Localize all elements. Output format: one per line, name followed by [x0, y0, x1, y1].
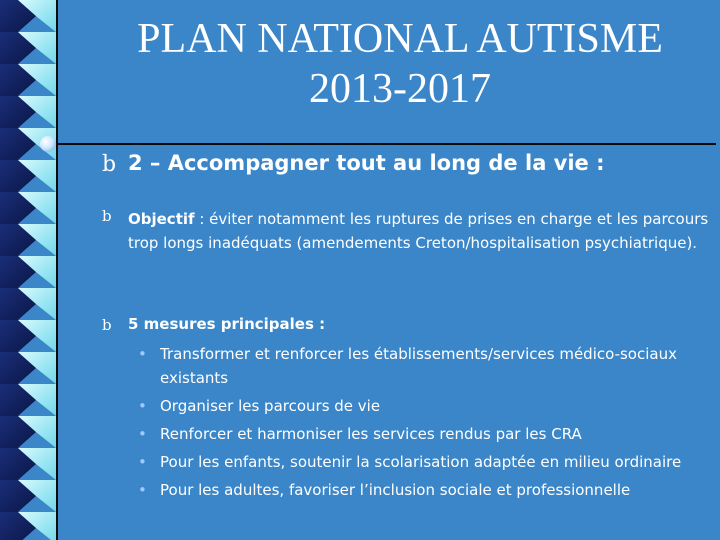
bullet-dot-icon: •	[138, 425, 147, 443]
bullet-dot-icon: •	[138, 397, 147, 415]
list-item: • Organiser les parcours de vie	[138, 394, 708, 418]
bullet-dot-icon: •	[138, 345, 147, 363]
objective-label: Objectif	[128, 210, 195, 228]
list-item: • Pour les adultes, favoriser l’inclusion sociale et professionnelle	[138, 478, 708, 502]
list-item: • Transformer et renforcer les établissements/services médico-sociaux existants	[138, 342, 708, 390]
objective-text	[128, 207, 713, 255]
bullet-dot-icon: •	[138, 481, 147, 499]
measures-list	[138, 342, 708, 506]
bullet-dot-icon: •	[138, 453, 147, 471]
bullet-icon: b	[102, 316, 112, 334]
list-item: • Pour les enfants, soutenir la scolarisation adaptée en milieu ordinaire	[138, 450, 708, 474]
list-item: • Renforcer et harmoniser les services rendus par les CRA	[138, 422, 708, 446]
measures-heading: 5 mesures principales :	[128, 315, 326, 333]
bullet-icon: b	[102, 207, 112, 225]
section-heading: 2 – Accompagner tout au long de la vie :	[128, 151, 605, 175]
binding-line	[56, 0, 58, 540]
title-divider	[56, 143, 716, 145]
divider-orb	[40, 136, 56, 152]
slide-title	[100, 14, 700, 114]
binding-decoration	[0, 0, 70, 540]
title-line-1: PLAN NATIONAL AUTISME	[137, 16, 663, 62]
title-line-2: 2013-2017	[309, 66, 491, 112]
bullet-icon: b	[102, 152, 117, 177]
objective-body: : éviter notamment les ruptures de prises en charge et les parcours trop longs inadéquats (amendements Creton/hospitalisation psychiatrique).	[128, 210, 709, 252]
